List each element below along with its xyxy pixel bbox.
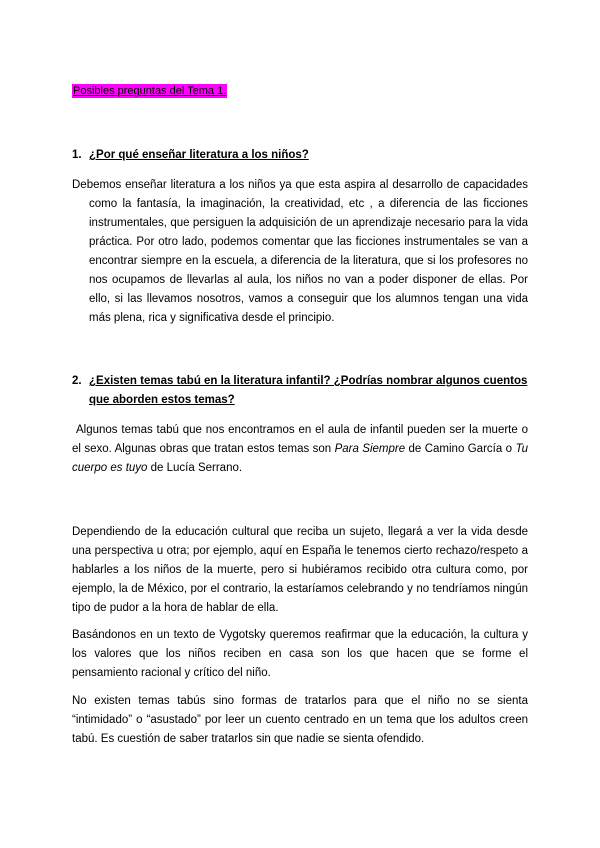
question-2-number: 2.: [72, 375, 82, 387]
question-1-answer-rest: como la fantasía, la imaginación, la creatividad, etc , a diferencia de las ficciones instrumentales, que persiguen la adquisición de un aprendizaje necesario para la vida práctica. Por otro lado, podemos comentar que las ficciones instrumentales se van a encontrar siempre en la escuela, a diferencia de la literatura, que si los profesores no nos ocupamos de llevarlas al aula, los niños no van a poder disponer de ellas. Por ello, si las llevamos nosotros, vamos a conseguir que los alumnos tengan una vida más plena, rica y significativa desde el principio.: [89, 198, 528, 324]
question-2-answer: [72, 421, 528, 478]
question-1-answer-first-line: Debemos enseñar literatura a los niños ya que esta aspira al desarrollo de capacidades: [72, 179, 528, 191]
question-2-heading: [72, 372, 528, 410]
question-1-number: 1.: [72, 149, 82, 161]
question-1-heading: [72, 146, 528, 165]
question-2-text-line1: ¿Existen temas tabú en la literatura infantil? ¿Podrías nombrar algunos cuentos: [89, 375, 528, 387]
paragraph-vygotsky: Basándonos en un texto de Vygotsky queremos reafirmar que la educación, la cultura y los valores que los niños reciben en casa son los que hacen que se forme el pensamiento racional y crítico del niño.: [72, 629, 528, 679]
book-author-1: de Camino García o: [408, 443, 513, 455]
paragraph-taboo-topics: No existen temas tabús sino formas de tratarlos para que el niño no se sienta “intimidado” o “asustado” por leer un cuento centrado en un tema que los adultos creen tabú. Es cuestión de saber tratarlos sin que nadie se sienta ofendido.: [72, 695, 528, 745]
book-author-2: de Lucía Serrano.: [150, 462, 243, 474]
book-title-para-siempre: Para Siempre: [334, 443, 406, 455]
question-2-answer-intro: Algunos temas tabú que nos encontramos en el aula de infantil pueden ser la muerte o el sexo. Algunas obras que tratan estos temas son: [72, 424, 528, 455]
highlighted-title: Posibles preguntas del Tema 1.: [73, 85, 227, 97]
question-1-answer: [72, 176, 528, 328]
question-2-text-line2: que aborden estos temas?: [89, 394, 235, 406]
book-title-tu-cuerpo: Tu cuerpo es tuyo: [72, 443, 529, 474]
question-1-text: ¿Por qué enseñar literatura a los niños?: [89, 149, 309, 161]
paragraph-cultural-education: Dependiendo de la educación cultural que reciba un sujeto, llegará a ver la vida desde una perspectiva u otra; por ejemplo, aquí en España le tenemos cierto rechazo/respeto a hablarles a los niños de la muerte, pero si hubiéramos recibido otra cultura como, por ejemplo, la de México, por el contrario, la estaríamos celebrando y no tendríamos ningún tipo de pudor a la hora de hablar de ella.: [72, 526, 528, 614]
